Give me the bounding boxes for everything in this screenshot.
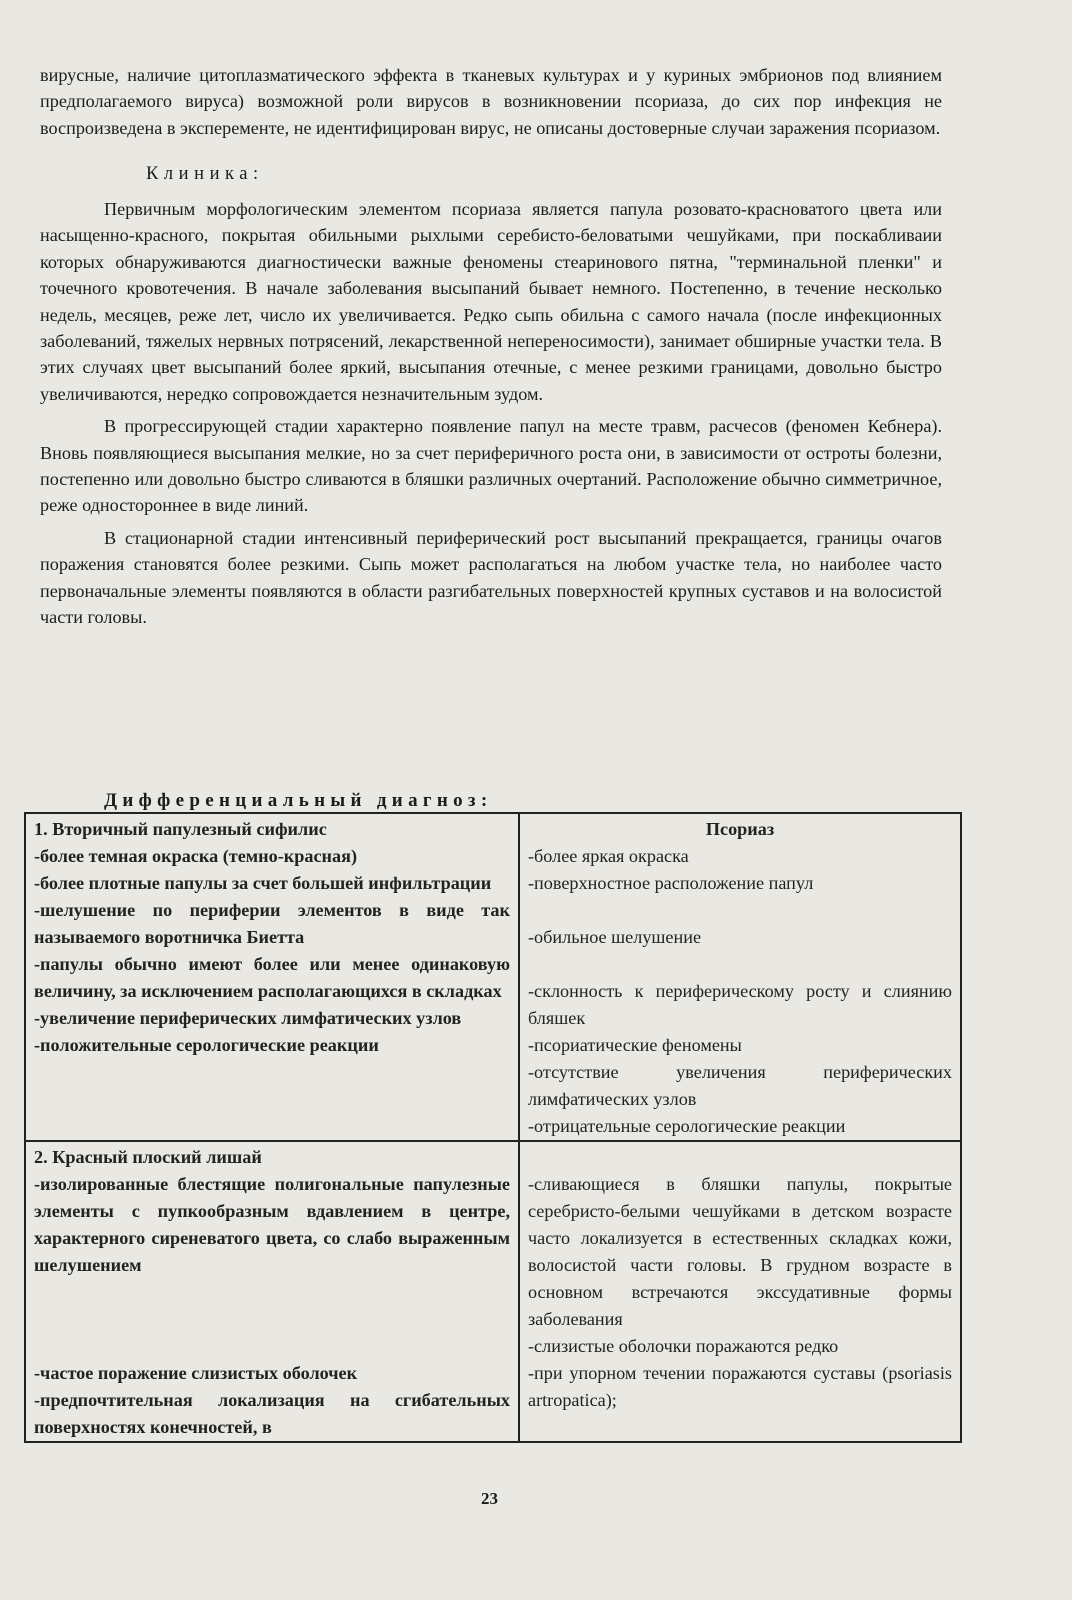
lichen-planus-title: 2. Красный плоский лишай [34, 1147, 262, 1167]
clinic-paragraph-1: Первичным морфологическим элементом псориаза является папула розовато-красноватого цвета или насыщенно-красного, покрытая обильными рыхлыми серебисто-беловатыми чешуйками, при поскабливаии которых обнаруживаются диагностически важные феномены стеаринового пятна, "терминальной пленки" и точечного кровотечения. В начале заболевания высыпаний бывает немного. Постепенно, в течение несколько недель, месяцев, реже лет, число их увеличивается. Редко сыпь обильна с самого начала (после инфекционных заболеваний, тяжелых нервных потрясений, лекарственной непереносимости), занимает обширные участки тела. В этих случаях цвет высыпаний более яркий, высыпания отечные, с менее резкими границами, довольно быстро увеличиваются, нередко сопровождается незначительным зудом. [40, 199, 942, 404]
syphilis-sign-6: -положительные серологические реакции [34, 1035, 379, 1055]
syphilis-sign-3: -шелушение по периферии элементов в виде так называемого воротничка Биетта [34, 900, 510, 947]
psoriasis-sign-7: -отрицательные серологические реакции [528, 1116, 846, 1136]
psoriasis-cell-1 [519, 813, 961, 1141]
syphilis-sign-4: -папулы обычно имеют более или менее одинаковую величину, за исключением располагающихся в складках [34, 954, 510, 1001]
syphilis-cell [25, 813, 519, 1141]
syphilis-sign-5: -увеличение периферических лимфатических узлов [34, 1008, 462, 1028]
lichen-planus-sign-2: -частое поражение слизистых оболочек [34, 1363, 358, 1383]
psoriasis-sign-1: -более яркая окраска [528, 846, 689, 866]
psoriasis-header: Псориаз [705, 819, 775, 839]
page-number: 23 [481, 1489, 498, 1508]
lichen-planus-cell [25, 1141, 519, 1442]
psoriasis-compare-1: -сливающиеся в бляшки папулы, покрытые серебристо-белыми чешуйками в детском возрасте часто локализуется в естественных складках кожи, волосистой части головы. В грудном возрасте в основном встречаются экссудативные формы заболевания [528, 1174, 952, 1329]
differential-diagnosis-heading: Дифференциальный диагноз: [104, 790, 493, 811]
syphilis-sign-1: -более темная окраска (темно-красная) [34, 846, 358, 866]
psoriasis-sign-2: -поверхностное расположение папул [528, 873, 814, 893]
psoriasis-sign-4: -склонность к периферическому росту и слиянию бляшек [528, 981, 952, 1028]
psoriasis-sign-3: -обильное шелушение [528, 927, 702, 947]
intro-paragraph: вирусные, наличие цитоплазматического эффекта в тканевых культурах и у куриных эмбрионов под влиянием предполагаемого вируса) возможной роли вирусов в возникновении псориаза, до сих пор инфекция не воспроизведена в эксперементе, не идентифицирован вирус, не описаны достоверные случаи заражения псориазом. [40, 65, 942, 138]
table-row-syphilis [25, 813, 961, 1141]
lichen-planus-sign-1: -изолированные блестящие полигональные папулезные элементы с пупкообразным вдавлением в центре, характерного сиреневатого цвета, со слабо выраженным шелушением [34, 1174, 510, 1275]
differential-diagnosis-table [24, 812, 962, 1443]
table-row-lichen-planus [25, 1141, 961, 1442]
syphilis-title: 1. Вторичный папулезный сифилис [34, 819, 327, 839]
clinic-paragraph-3: В стационарной стадии интенсивный периферический рост высыпаний прекращается, границы очагов поражения становятся более резкими. Сыпь может располагаться на любом участке тела, но наиболее часто первоначальные элементы появляются в области разгибательных поверхностей крупных суставов и на волосистой части головы. [40, 527, 942, 628]
psoriasis-cell-2 [519, 1141, 961, 1442]
syphilis-sign-2: -более плотные папулы за счет большей инфильтрации [34, 873, 492, 893]
intro-text [40, 62, 942, 141]
psoriasis-compare-2: -слизистые оболочки поражаются редко [528, 1336, 839, 1356]
psoriasis-sign-6: -отсутствие увеличения периферических лимфатических узлов [528, 1062, 952, 1109]
clinic-paragraph-2: В прогрессирующей стадии характерно появление папул на месте травм, расчесов (феномен Кебнера). Вновь появляющиеся высыпания мелкие, но за счет периферичного роста они, в зависимости от остроты болезни, постепенно или довольно быстро сливаются в бляшки различных очертаний. Расположение обычно симметричное, реже одностороннее в виде линий. [40, 416, 942, 516]
psoriasis-sign-5: -псориатические феномены [528, 1035, 742, 1055]
lichen-planus-sign-3: -предпочтительная локализация на сгибательных поверхностях конечностей, в [34, 1390, 510, 1437]
clinic-text [40, 196, 942, 631]
psoriasis-compare-3: -при упорном течении поражаются суставы (psoriasis artropatica); [528, 1363, 952, 1410]
clinic-heading: Клиника: [146, 164, 264, 184]
